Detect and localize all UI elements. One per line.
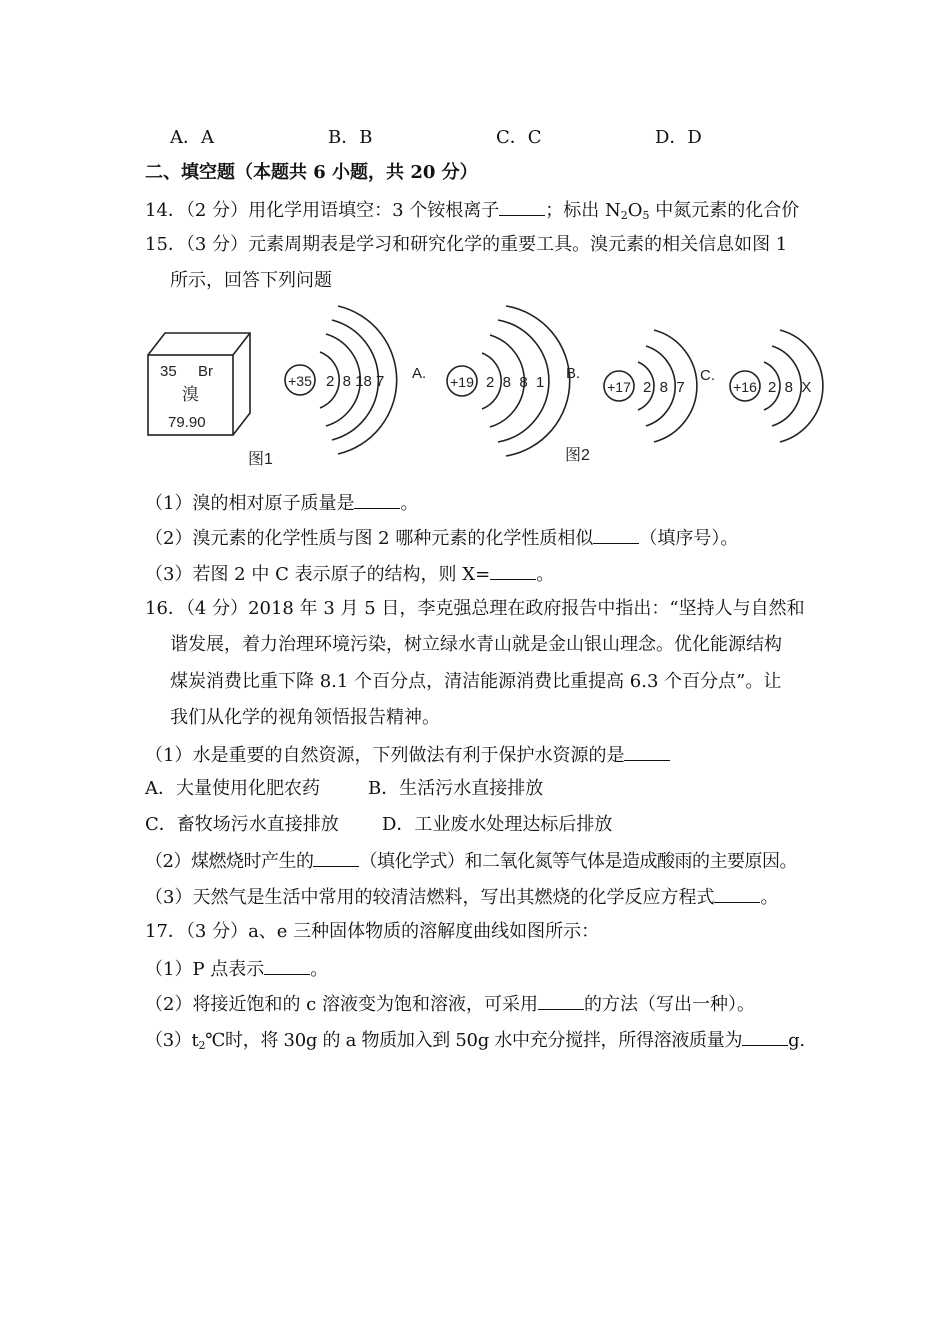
- question-16-line-1: 16．（4 分）2018 年 3 月 5 日，李克强总理在政府报告中指出：“坚持人与自然和: [145, 598, 805, 619]
- q17-sub-1-end: 。: [310, 959, 329, 980]
- q15-sub-1-text: （1）溴的相对原子质量是: [145, 493, 355, 514]
- q17-sub-2-text: （2）将接近饱和的 c 溶液变为饱和溶液，可采用: [145, 994, 538, 1015]
- q16-sub-2-end: （填化学式）和二氧化氮等气体是造成酸雨的主要原因。: [359, 851, 797, 872]
- bromine-nucleus-charge: +35: [288, 373, 312, 389]
- q15-sub-2: [145, 525, 738, 551]
- fig2-label-b: B.: [566, 365, 581, 382]
- q16-blank-1[interactable]: [624, 742, 670, 761]
- question-16-line-2: 谐发展，着力治理环境污染，树立绿水青山就是金山银山理念。优化能源结构: [170, 634, 782, 655]
- q16-sub-3-end: 。: [760, 887, 779, 908]
- fig2-label-a: A.: [412, 365, 427, 382]
- q15-blank-1[interactable]: [354, 490, 400, 509]
- element-number: 35: [160, 363, 177, 380]
- element-name: 溴: [182, 385, 199, 404]
- q16-sub-2: [145, 848, 797, 874]
- atom-b-nucleus-charge: +17: [607, 379, 631, 395]
- q14-prefix: 14．（2 分）用化学用语填空：3 个铵根离子: [145, 200, 500, 221]
- fig2-label-c: C.: [700, 367, 715, 384]
- q16-blank-3[interactable]: [714, 884, 760, 903]
- question-15-line-2: 所示，回答下列问题: [170, 270, 332, 291]
- q17-sub-3-end: g.: [788, 1030, 805, 1051]
- q17-sub-3-mid: ℃时，将 30g 的 a 物质加入到 50g 水中充分搅拌，所得溶液质量为: [205, 1030, 743, 1051]
- question-16-line-3: 煤炭消费比重下降 8.1 个百分点，清洁能源消费比重提高 6.3 个百分点”。让: [170, 671, 782, 692]
- element-symbol: Br: [198, 363, 213, 380]
- q15-sub-1: [145, 490, 418, 516]
- q16-option-b: B．生活污水直接排放: [368, 778, 544, 799]
- q15-sub-2-text: （2）溴元素的化学性质与图 2 哪种元素的化学性质相似: [145, 528, 594, 549]
- q15-sub-3-text: （3）若图 2 中 C 表示原子的结构，则 X=: [145, 564, 491, 585]
- q17-sub-2: [145, 991, 755, 1017]
- q17-sub-3-text: （3）t: [145, 1030, 199, 1051]
- element-mass: 79.90: [168, 414, 206, 431]
- figure-1-caption: 图1: [248, 451, 273, 468]
- q16-sub-3-text: （3）天然气是生活中常用的较清洁燃料，写出其燃烧的化学反应方程式: [145, 887, 715, 908]
- q16-blank-2[interactable]: [313, 848, 359, 867]
- prev-option-b: B．B: [328, 127, 373, 148]
- q16-sub-3: [145, 884, 778, 910]
- q16-sub-1: [145, 742, 670, 768]
- q14-blank-1[interactable]: [499, 197, 545, 216]
- atom-structure-figures: [140, 300, 830, 470]
- question-16-line-4: 我们从化学的视角领悟报告精神。: [170, 707, 440, 728]
- atom-a-shell-electrons: 2 8 8 1: [486, 374, 545, 391]
- q17-sub-1-text: （1）P 点表示: [145, 959, 265, 980]
- question-17-line-1: 17．（3 分）a、e 三种固体物质的溶解度曲线如图所示：: [145, 921, 600, 942]
- q15-blank-2[interactable]: [593, 525, 639, 544]
- atom-c-shell-electrons: 2 8 X: [768, 379, 812, 396]
- q17-sub-3-subscript: 2: [198, 1039, 206, 1052]
- q17-blank-1[interactable]: [264, 956, 310, 975]
- prev-option-c: C．C: [496, 127, 542, 148]
- atom-c-nucleus-charge: +16: [733, 379, 757, 395]
- q17-sub-1: [145, 956, 328, 982]
- q16-option-a: A．大量使用化肥农药: [145, 778, 320, 799]
- q16-option-c: C．畜牧场污水直接排放: [145, 814, 339, 835]
- q15-sub-3-end: 。: [536, 564, 555, 585]
- q16-option-d: D．工业废水处理达标后排放: [382, 814, 613, 835]
- figure-2-caption: 图2: [565, 447, 590, 464]
- atom-b-shell-electrons: 2 8 7: [643, 379, 685, 396]
- q17-sub-2-end: 的方法（写出一种）。: [583, 994, 755, 1015]
- q17-blank-3[interactable]: [742, 1027, 788, 1046]
- question-15-line-1: 15．（3 分）元素周期表是学习和研究化学的重要工具。溴元素的相关信息如图 1: [145, 234, 788, 255]
- q14-mid: ；标出 N: [545, 200, 621, 221]
- q14-o: O: [627, 200, 643, 221]
- q16-sub-1-text: （1）水是重要的自然资源，下列做法有利于保护水资源的是: [145, 745, 625, 766]
- q15-sub-2-end: （填序号）。: [639, 528, 739, 549]
- q15-sub-1-end: 。: [400, 493, 419, 514]
- section-title: 二、填空题（本题共 6 小题，共 20 分）: [145, 162, 478, 183]
- prev-option-d: D．D: [655, 127, 702, 148]
- q17-blank-2[interactable]: [538, 991, 584, 1010]
- q14-sub-5: 5: [642, 209, 650, 222]
- q14-suffix: 中氮元素的化合价: [649, 200, 800, 221]
- q17-sub-3: [145, 1027, 805, 1058]
- prev-option-a: A．A: [170, 127, 214, 148]
- q14-sub-2: 2: [620, 209, 628, 222]
- bromine-shell-electrons: 2 8 18 7: [326, 373, 385, 390]
- q15-blank-3[interactable]: [490, 561, 536, 580]
- q16-sub-2-text: （2）煤燃烧时产生的: [145, 851, 314, 872]
- question-14: [145, 197, 799, 228]
- atom-a-nucleus-charge: +19: [450, 374, 474, 390]
- q15-sub-3: [145, 561, 554, 587]
